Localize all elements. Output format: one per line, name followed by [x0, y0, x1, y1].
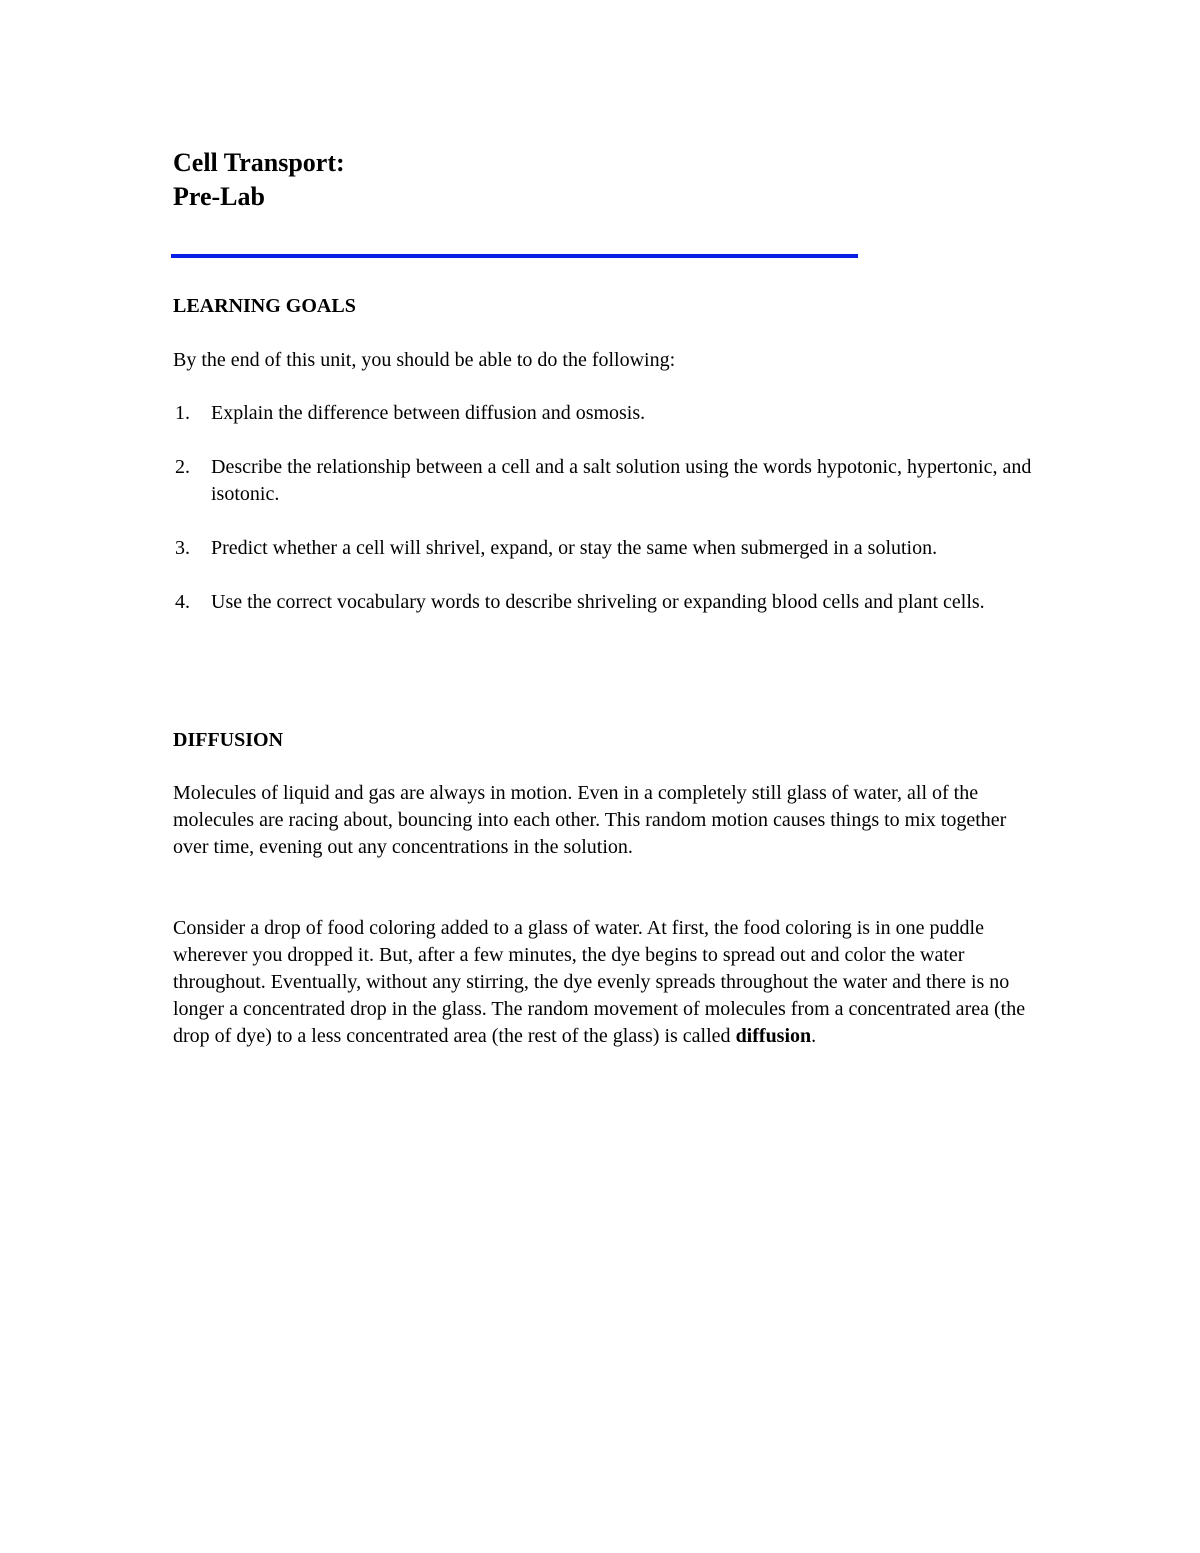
- list-item-text: Explain the difference between diffusion and osmosis.: [211, 402, 646, 424]
- list-item-text: Predict whether a cell will shrivel, expand, or stay the same when submerged in a solution.: [211, 537, 938, 559]
- learning-goals-heading: LEARNING GOALS: [173, 295, 356, 317]
- learning-goals-intro: By the end of this unit, you should be able to do the following:: [173, 349, 676, 371]
- title-line-2: Pre-Lab: [173, 182, 265, 211]
- list-item: [173, 589, 1053, 616]
- list-item: [173, 454, 1053, 508]
- list-item-text: Use the correct vocabulary words to describe shriveling or expanding blood cells and plant cells.: [211, 591, 985, 613]
- diffusion-heading: DIFFUSION: [173, 729, 284, 751]
- list-item-number: 4.: [175, 591, 190, 613]
- learning-goals-list: [173, 400, 1053, 643]
- title-divider: [171, 254, 858, 258]
- diffusion-paragraph-2-text: Consider a drop of food coloring added to a glass of water. At first, the food coloring is in one puddle wherever you dropped it. But, after a few minutes, the dye begins to spread out and color the water throughout. Eventually, without any stirring, the dye evenly spreads throughout the water and there is no longer a concentrated drop in the glass. The random movement of molecules from a concentrated area (the drop of dye) to a less concentrated area (the rest of the glass) is called: [173, 917, 1026, 1047]
- list-item-number: 3.: [175, 537, 190, 559]
- diffusion-paragraph-1: Molecules of liquid and gas are always in motion. Even in a completely still glass of water, all of the molecules are racing about, bouncing into each other. This random motion causes things to mix together over time, evening out any concentrations in the solution.: [173, 782, 1007, 858]
- list-item: [173, 400, 1053, 427]
- diffusion-paragraph-2: [173, 915, 1043, 1050]
- list-item-text: Describe the relationship between a cell and a salt solution using the words hypotonic, hypertonic, and isotonic.: [211, 456, 1032, 505]
- list-item-number: 1.: [175, 402, 190, 424]
- list-item: [173, 535, 1053, 562]
- diffusion-term: diffusion: [735, 1025, 812, 1047]
- title-line-1: Cell Transport:: [173, 148, 345, 177]
- diffusion-paragraph-2-end: .: [811, 1025, 817, 1047]
- list-item-number: 2.: [175, 456, 190, 478]
- document-title: [173, 146, 345, 214]
